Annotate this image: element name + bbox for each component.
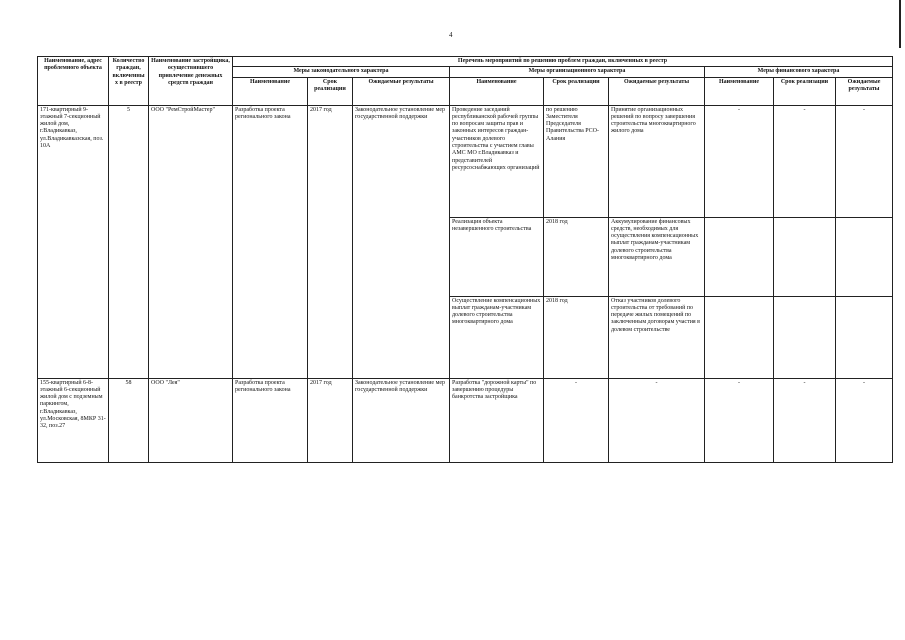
leg-term-cell: 2017 год [308,378,353,462]
page-number: 4 [449,31,453,39]
header-leg-expected: Ожидаемые результаты [353,77,450,105]
org-term-cell: 2018 год [544,296,609,378]
scan-edge-line [899,0,901,48]
header-leg-term: Срок реализации [308,77,353,105]
leg-term-cell: 2017 год [308,105,353,378]
header-object: Наименование, адрес проблемного объекта [38,57,109,106]
header-fin-term: Срок реализации [774,77,836,105]
header-leg-name: Наименование [233,77,308,105]
org-result-cell: Отказ участников долевого строительства от требований по передаче жилых помещений по заключенным договорам участия в долевом строительстве [609,296,705,378]
fin-name-cell: - [705,378,774,462]
leg-name-cell: Разработка проекта регионального закона [233,378,308,462]
org-term-cell: по решению Заместителя Председателя Правительства РСО-Алания [544,105,609,217]
header-legislative: Меры законодательного характера [233,67,450,77]
header-org-expected: Ожидаемые результаты [609,77,705,105]
problem-objects-table [37,56,893,463]
header-org-term: Срок реализации [544,77,609,105]
org-name-cell: Проведение заседаний республиканской рабочей группы по вопросам защиты прав и законных интересов граждан-участников долевого строительства с участием главы АМС МО г.Владикавказ и представителей ресурсоснабжающих организаций [450,105,544,217]
leg-result-cell: Законодательное установление мер государственной поддержки [353,378,450,462]
fin-result-cell: - [836,105,893,217]
object-cell: 155-квартирный 6-8-этажный 6-секционный жилой дом с подземным паркингом, г.Владикавказ, ул.Московская, 8МКР 31-32, поз.27 [38,378,109,462]
object-cell: 171-квартирный 9-этажный 7-секционный жилой дом, г.Владикавказ, ул.Владикавказская, поз. 10А [38,105,109,378]
leg-name-cell: Разработка проекта регионального закона [233,105,308,378]
org-result-cell: Принятие организационных решений по вопросу завершения строительства многоквартирного жилого дома [609,105,705,217]
fin-term-cell: - [774,378,836,462]
table-row [38,105,893,217]
org-name-cell: Разработка "дорожной карты" по завершению процедуры банкротства застройщика [450,378,544,462]
header-fin-name: Наименование [705,77,774,105]
org-result-cell: - [609,378,705,462]
org-name-cell: Реализация объекта незавершенного строительства [450,217,544,296]
org-term-cell: 2018 год [544,217,609,296]
org-term-cell: - [544,378,609,462]
header-fin-expected: Ожидаемые результаты [836,77,893,105]
org-name-cell: Осуществление компенсационных выплат гражданам-участникам долевого строительства многоквартирного дома [450,296,544,378]
fin-result-cell: - [836,378,893,462]
developer-cell: ООО "Лея" [149,378,233,462]
header-organizational: Меры организационного характера [450,67,705,77]
fin-name-cell: - [705,105,774,217]
header-developer: Наименование застройщика, осуществившего привлечение денежных средств граждан [149,57,233,106]
header-financial: Меры финансового характера [705,67,893,77]
org-result-cell: Аккумулирование финансовых средств, необходимых для осуществления компенсационных выплат гражданам-участникам долевого строительства многоквартирного дома [609,217,705,296]
header-citizens-count: Количество граждан, включенных в реестр [109,57,149,106]
count-cell: 5 [109,105,149,378]
header-measures: Перечень мероприятий по решению проблем граждан, включенных в реестр [233,57,893,67]
fin-term-cell: - [774,105,836,217]
header-org-name: Наименование [450,77,544,105]
count-cell: 58 [109,378,149,462]
leg-result-cell: Законодательное установление мер государственной поддержки [353,105,450,378]
table-row [38,378,893,462]
developer-cell: ООО "РемСтройМастер" [149,105,233,378]
